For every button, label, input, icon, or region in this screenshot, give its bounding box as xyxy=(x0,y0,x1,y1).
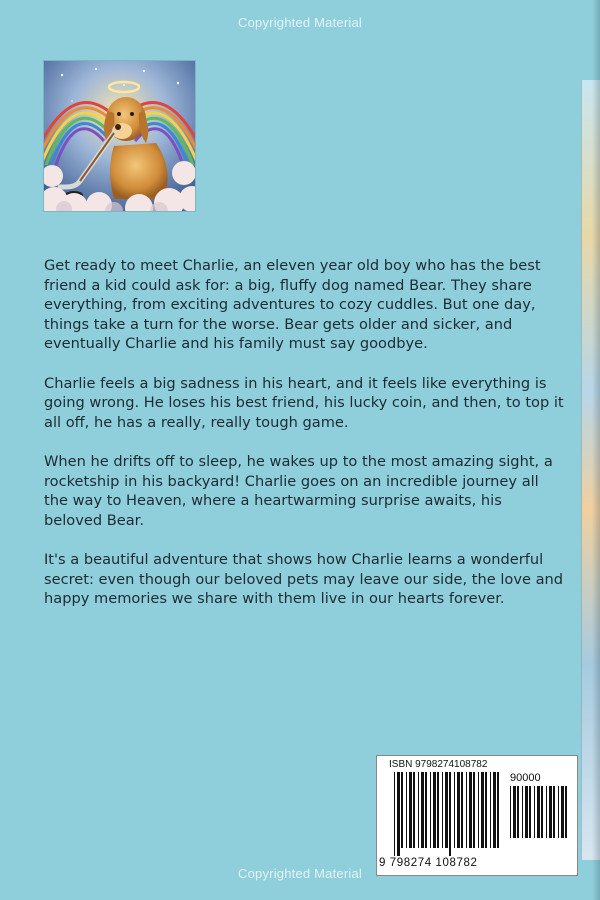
barcode-digits: 9 798274 108782 xyxy=(379,857,478,869)
price-code: 90000 xyxy=(510,772,541,784)
isbn-label: ISBN 9798274108782 xyxy=(389,759,488,770)
golden-retriever-angel-icon xyxy=(44,61,195,211)
blurb-paragraph-1: Get ready to meet Charlie, an eleven year old boy who has the best friend a kid could ask for: a big, fluffy dog named Bear. They share everything, from exciting adventures to cozy cuddles. But one day, things take a turn for the worse. Bear gets older and sicker, and eventually Charlie and his family must say goodbye. xyxy=(44,257,541,352)
spine-shadow xyxy=(592,0,600,900)
isbn-barcode-box xyxy=(376,755,578,876)
copyright-watermark-bottom: Copyrighted Material xyxy=(238,866,362,881)
copyright-watermark-top: Copyrighted Material xyxy=(238,15,362,30)
ean-barcode-icon xyxy=(394,772,504,856)
blurb-paragraph-4: It's a beautiful adventure that shows how Charlie learns a wonderful secret: even though our beloved pets may leave our side, the love and happy memories we share with them live in our hearts forever. xyxy=(44,551,564,607)
cover-illustration xyxy=(44,61,195,211)
price-addon-barcode-icon xyxy=(510,786,570,846)
blurb-paragraph-2: Charlie feels a big sadness in his heart, and it feels like everything is going wrong. He loses his best friend, his lucky coin, and then, to top it all off, he has a really, really tough game. xyxy=(44,374,564,431)
blurb-paragraph-3: When he drifts off to sleep, he wakes up to the most amazing sight, a rocketship in his backyard! Charlie goes on an incredible journey all the way to Heaven, where a heartwarming surprise awaits, his beloved Bear. xyxy=(44,453,553,529)
back-cover-blurb xyxy=(44,256,564,629)
